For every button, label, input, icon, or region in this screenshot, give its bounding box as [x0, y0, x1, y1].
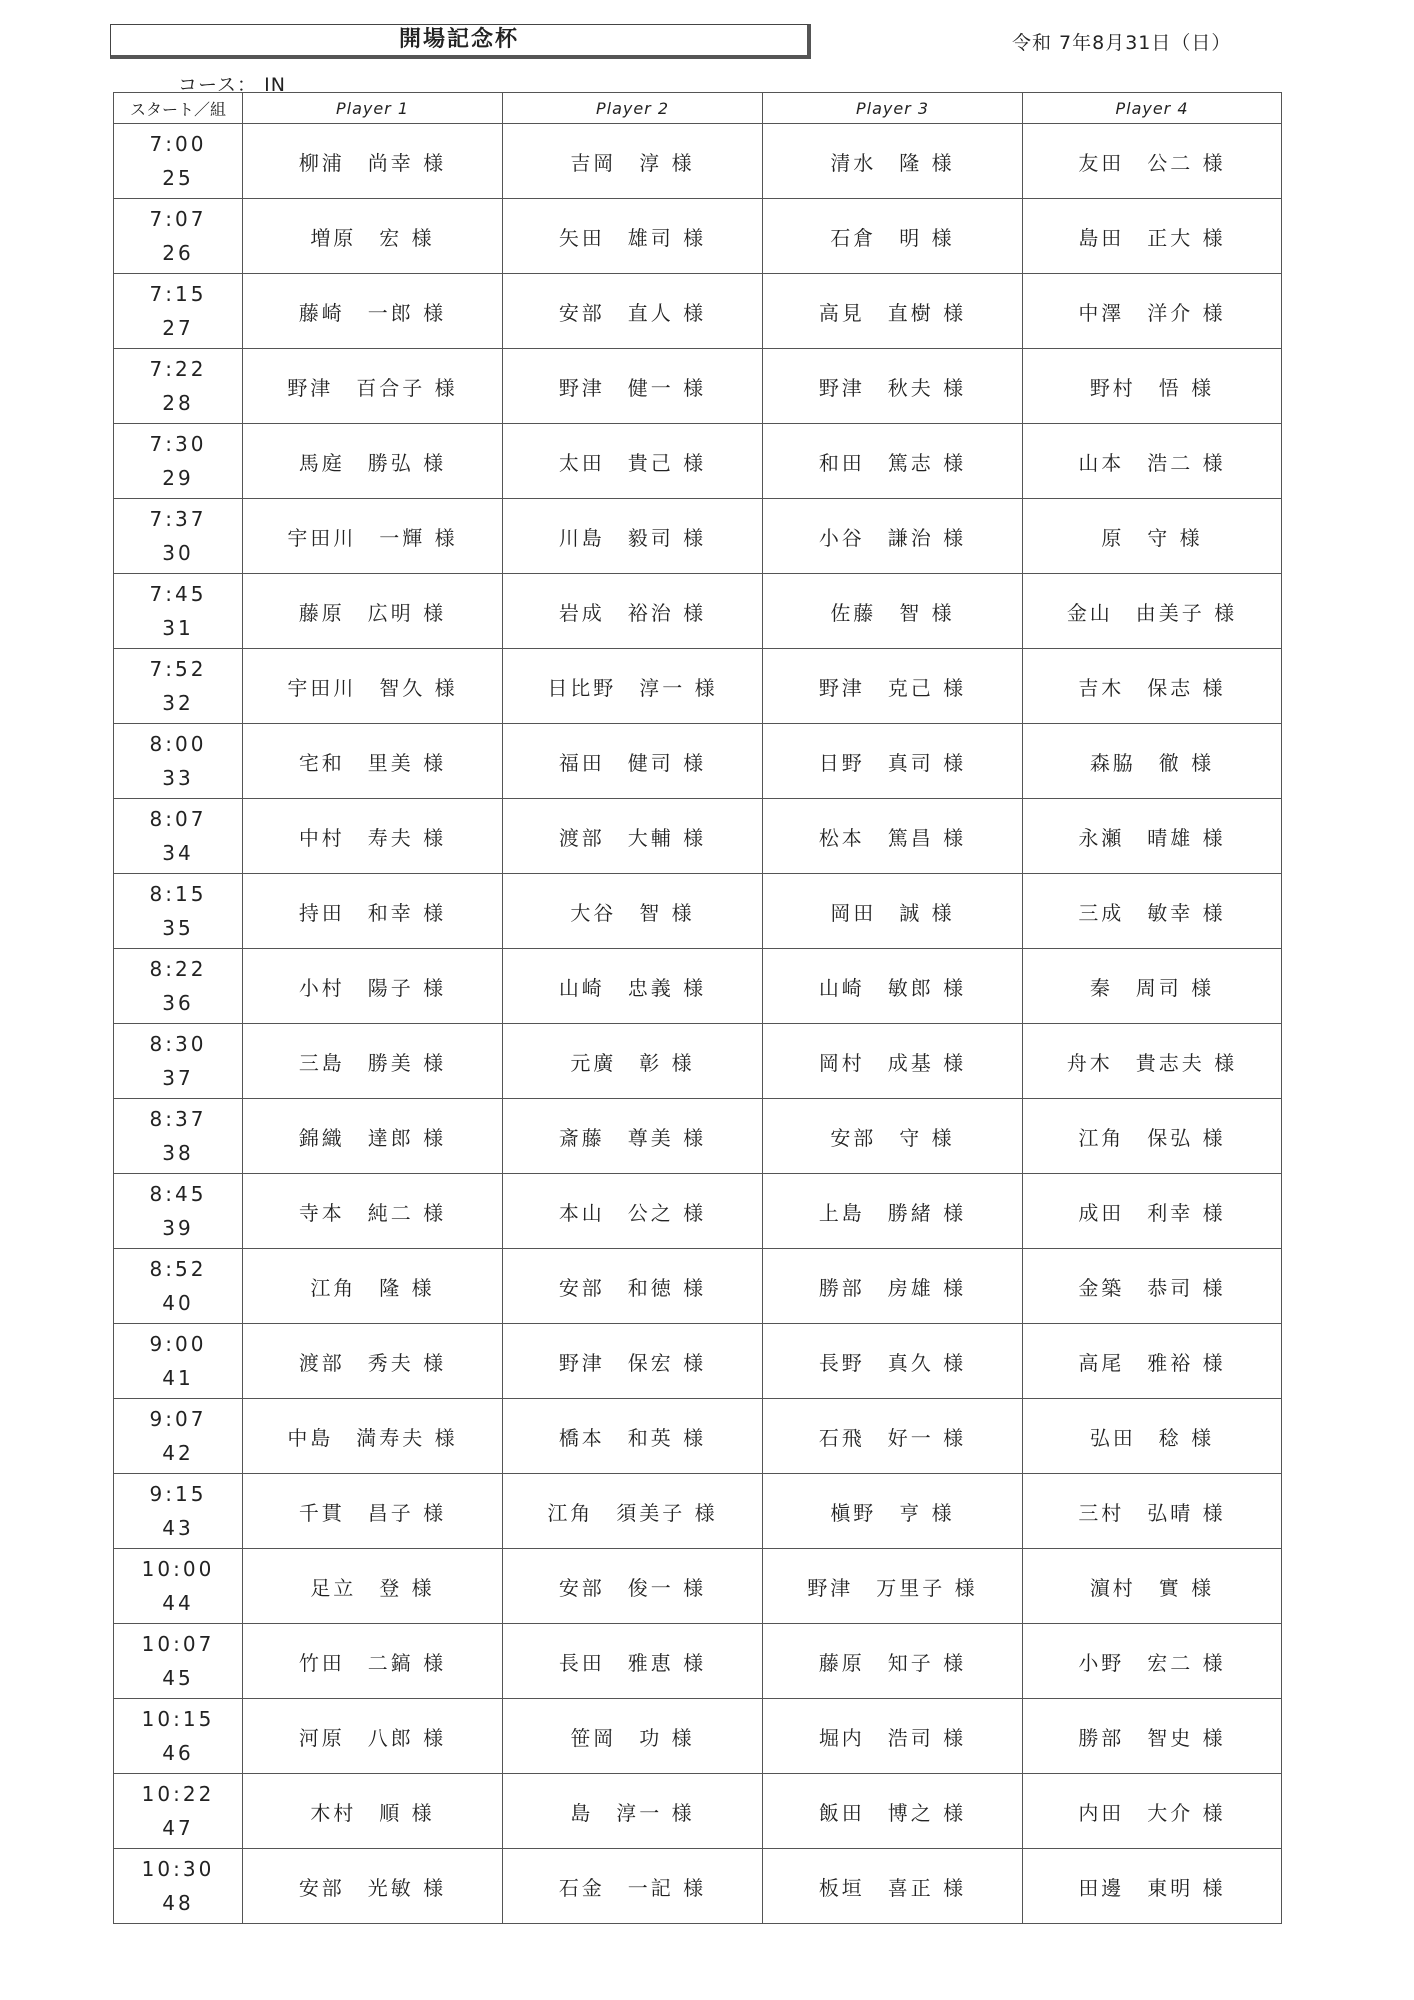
player-4-cell: 田邊 東明 様 — [1023, 1849, 1282, 1924]
group-number: 37 — [162, 1066, 194, 1090]
group-number: 30 — [162, 541, 194, 565]
player-3-cell: 安部 守 様 — [763, 1099, 1023, 1174]
player-2-cell: 斎藤 尊美 様 — [503, 1099, 763, 1174]
start-time: 7:30 — [149, 432, 207, 456]
player-1-cell: 安部 光敏 様 — [243, 1849, 503, 1924]
course-label: コース： IN — [178, 74, 286, 96]
player-1-cell: 藤崎 一郎 様 — [243, 274, 503, 349]
player-3-cell: 板垣 喜正 様 — [763, 1849, 1023, 1924]
player-3-cell: 藤原 知子 様 — [763, 1624, 1023, 1699]
player-1-cell: 足立 登 様 — [243, 1549, 503, 1624]
start-cell — [114, 274, 243, 349]
table-row — [114, 1324, 1282, 1399]
player-3-cell: 清水 隆 様 — [763, 124, 1023, 199]
column-header-player1: Player 1 — [243, 93, 503, 124]
player-1-cell: 三島 勝美 様 — [243, 1024, 503, 1099]
player-3-cell: 上島 勝緒 様 — [763, 1174, 1023, 1249]
player-1-cell: 馬庭 勝弘 様 — [243, 424, 503, 499]
player-3-cell: 山崎 敏郎 様 — [763, 949, 1023, 1024]
group-number: 41 — [162, 1366, 194, 1390]
start-time: 10:22 — [141, 1782, 215, 1806]
start-cell — [114, 1549, 243, 1624]
player-4-cell: 野村 悟 様 — [1023, 349, 1282, 424]
start-cell — [114, 1174, 243, 1249]
player-4-cell: 江角 保弘 様 — [1023, 1099, 1282, 1174]
table-row — [114, 799, 1282, 874]
table-row — [114, 1024, 1282, 1099]
player-1-cell: 竹田 二鎬 様 — [243, 1624, 503, 1699]
player-4-cell: 秦 周司 様 — [1023, 949, 1282, 1024]
group-number: 48 — [162, 1891, 194, 1915]
player-3-cell: 佐藤 智 様 — [763, 574, 1023, 649]
table-row — [114, 199, 1282, 274]
start-cell — [114, 1099, 243, 1174]
start-cell — [114, 649, 243, 724]
group-number: 29 — [162, 466, 194, 490]
start-cell — [114, 349, 243, 424]
player-3-cell: 石飛 好一 様 — [763, 1399, 1023, 1474]
player-1-cell: 宅和 里美 様 — [243, 724, 503, 799]
group-number: 46 — [162, 1741, 194, 1765]
player-2-cell: 笹岡 功 様 — [503, 1699, 763, 1774]
start-cell — [114, 1324, 243, 1399]
group-number: 34 — [162, 841, 194, 865]
start-cell — [114, 1474, 243, 1549]
player-2-cell: 安部 直人 様 — [503, 274, 763, 349]
player-2-cell: 石金 一記 様 — [503, 1849, 763, 1924]
player-3-cell: 勝部 房雄 様 — [763, 1249, 1023, 1324]
player-4-cell: 山本 浩二 様 — [1023, 424, 1282, 499]
table-row — [114, 424, 1282, 499]
player-2-cell: 安部 俊一 様 — [503, 1549, 763, 1624]
start-cell — [114, 1399, 243, 1474]
start-time: 8:30 — [149, 1032, 207, 1056]
player-3-cell: 日野 真司 様 — [763, 724, 1023, 799]
player-4-cell: 原 守 様 — [1023, 499, 1282, 574]
start-time: 7:00 — [149, 132, 207, 156]
player-4-cell: 金山 由美子 様 — [1023, 574, 1282, 649]
start-cell — [114, 499, 243, 574]
player-3-cell: 堀内 浩司 様 — [763, 1699, 1023, 1774]
group-number: 33 — [162, 766, 194, 790]
group-number: 27 — [162, 316, 194, 340]
start-time: 8:07 — [149, 807, 207, 831]
start-cell — [114, 1849, 243, 1924]
start-cell — [114, 1624, 243, 1699]
player-3-cell: 野津 秋夫 様 — [763, 349, 1023, 424]
start-cell — [114, 1699, 243, 1774]
player-1-cell: 藤原 広明 様 — [243, 574, 503, 649]
start-time: 9:07 — [149, 1407, 207, 1431]
event-date: 令和 7年8月31日（日） — [1012, 32, 1232, 54]
player-1-cell: 河原 八郎 様 — [243, 1699, 503, 1774]
table-row — [114, 1699, 1282, 1774]
player-3-cell: 松本 篤昌 様 — [763, 799, 1023, 874]
player-3-cell: 和田 篤志 様 — [763, 424, 1023, 499]
table-header-row — [114, 93, 1282, 124]
player-2-cell: 江角 須美子 様 — [503, 1474, 763, 1549]
player-2-cell: 本山 公之 様 — [503, 1174, 763, 1249]
start-time: 7:15 — [149, 282, 207, 306]
player-2-cell: 橋本 和英 様 — [503, 1399, 763, 1474]
group-number: 26 — [162, 241, 194, 265]
player-3-cell: 岡村 成基 様 — [763, 1024, 1023, 1099]
start-time: 8:52 — [149, 1257, 207, 1281]
column-header-player4: Player 4 — [1023, 93, 1282, 124]
table-row — [114, 124, 1282, 199]
player-1-cell: 中島 満寿夫 様 — [243, 1399, 503, 1474]
player-2-cell: 岩成 裕治 様 — [503, 574, 763, 649]
group-number: 38 — [162, 1141, 194, 1165]
group-number: 28 — [162, 391, 194, 415]
column-header-player3: Player 3 — [763, 93, 1023, 124]
start-time: 7:45 — [149, 582, 207, 606]
player-2-cell: 島 淳一 様 — [503, 1774, 763, 1849]
group-number: 43 — [162, 1516, 194, 1540]
player-4-cell: 弘田 稔 様 — [1023, 1399, 1282, 1474]
player-1-cell: 錦織 達郎 様 — [243, 1099, 503, 1174]
player-4-cell: 三成 敏幸 様 — [1023, 874, 1282, 949]
player-2-cell: 川島 毅司 様 — [503, 499, 763, 574]
start-time: 9:00 — [149, 1332, 207, 1356]
table-row — [114, 349, 1282, 424]
table-row — [114, 1474, 1282, 1549]
group-number: 35 — [162, 916, 194, 940]
group-number: 36 — [162, 991, 194, 1015]
player-4-cell: 森脇 徹 様 — [1023, 724, 1282, 799]
table-row — [114, 1099, 1282, 1174]
start-cell — [114, 724, 243, 799]
player-4-cell: 勝部 智史 様 — [1023, 1699, 1282, 1774]
table-row — [114, 499, 1282, 574]
start-cell — [114, 424, 243, 499]
table-row — [114, 874, 1282, 949]
player-4-cell: 三村 弘晴 様 — [1023, 1474, 1282, 1549]
column-header-player2: Player 2 — [503, 93, 763, 124]
start-time: 8:00 — [149, 732, 207, 756]
group-number: 42 — [162, 1441, 194, 1465]
player-3-cell: 長野 真久 様 — [763, 1324, 1023, 1399]
player-1-cell: 宇田川 一輝 様 — [243, 499, 503, 574]
player-4-cell: 永瀬 晴雄 様 — [1023, 799, 1282, 874]
group-number: 45 — [162, 1666, 194, 1690]
start-cell — [114, 199, 243, 274]
player-2-cell: 元廣 彰 様 — [503, 1024, 763, 1099]
table-row — [114, 724, 1282, 799]
player-1-cell: 小村 陽子 様 — [243, 949, 503, 1024]
start-time: 7:37 — [149, 507, 207, 531]
player-2-cell: 吉岡 淳 様 — [503, 124, 763, 199]
table-row — [114, 1774, 1282, 1849]
group-number: 40 — [162, 1291, 194, 1315]
group-number: 44 — [162, 1591, 194, 1615]
start-time: 7:07 — [149, 207, 207, 231]
player-2-cell: 安部 和徳 様 — [503, 1249, 763, 1324]
player-3-cell: 小谷 謙治 様 — [763, 499, 1023, 574]
group-number: 25 — [162, 166, 194, 190]
player-1-cell: 中村 寿夫 様 — [243, 799, 503, 874]
player-2-cell: 矢田 雄司 様 — [503, 199, 763, 274]
start-cell — [114, 574, 243, 649]
table-row — [114, 949, 1282, 1024]
start-cell — [114, 1249, 243, 1324]
player-1-cell: 千貫 昌子 様 — [243, 1474, 503, 1549]
start-time: 8:22 — [149, 957, 207, 981]
player-3-cell: 岡田 誠 様 — [763, 874, 1023, 949]
player-4-cell: 舟木 貴志夫 様 — [1023, 1024, 1282, 1099]
player-2-cell: 野津 保宏 様 — [503, 1324, 763, 1399]
player-2-cell: 太田 貴己 様 — [503, 424, 763, 499]
player-4-cell: 吉木 保志 様 — [1023, 649, 1282, 724]
player-3-cell: 槇野 亨 様 — [763, 1474, 1023, 1549]
player-4-cell: 友田 公二 様 — [1023, 124, 1282, 199]
player-3-cell: 野津 克己 様 — [763, 649, 1023, 724]
start-cell — [114, 799, 243, 874]
player-2-cell: 福田 健司 様 — [503, 724, 763, 799]
start-time: 10:00 — [141, 1557, 215, 1581]
start-cell — [114, 1024, 243, 1099]
start-time: 10:30 — [141, 1857, 215, 1881]
player-3-cell: 野津 万里子 様 — [763, 1549, 1023, 1624]
player-2-cell: 渡部 大輔 様 — [503, 799, 763, 874]
player-1-cell: 渡部 秀夫 様 — [243, 1324, 503, 1399]
player-4-cell: 島田 正大 様 — [1023, 199, 1282, 274]
column-header-start: スタート／組 — [114, 93, 243, 124]
player-4-cell: 成田 利幸 様 — [1023, 1174, 1282, 1249]
player-3-cell: 石倉 明 様 — [763, 199, 1023, 274]
start-time: 8:37 — [149, 1107, 207, 1131]
player-2-cell: 長田 雅恵 様 — [503, 1624, 763, 1699]
player-4-cell: 金築 恭司 様 — [1023, 1249, 1282, 1324]
player-1-cell: 江角 隆 様 — [243, 1249, 503, 1324]
player-4-cell: 小野 宏二 様 — [1023, 1624, 1282, 1699]
start-time: 10:07 — [141, 1632, 215, 1656]
page-title: 開場記念杯 — [110, 24, 811, 59]
player-2-cell: 大谷 智 様 — [503, 874, 763, 949]
player-1-cell: 寺本 純二 様 — [243, 1174, 503, 1249]
table-row — [114, 649, 1282, 724]
start-time: 8:15 — [149, 882, 207, 906]
group-number: 47 — [162, 1816, 194, 1840]
player-2-cell: 山崎 忠義 様 — [503, 949, 763, 1024]
start-time: 7:22 — [149, 357, 207, 381]
player-4-cell: 高尾 雅裕 様 — [1023, 1324, 1282, 1399]
player-2-cell: 野津 健一 様 — [503, 349, 763, 424]
player-3-cell: 高見 直樹 様 — [763, 274, 1023, 349]
player-3-cell: 飯田 博之 様 — [763, 1774, 1023, 1849]
group-number: 32 — [162, 691, 194, 715]
player-1-cell: 柳浦 尚幸 様 — [243, 124, 503, 199]
start-cell — [114, 949, 243, 1024]
group-number: 31 — [162, 616, 194, 640]
table-row — [114, 574, 1282, 649]
table-row — [114, 1399, 1282, 1474]
player-1-cell: 野津 百合子 様 — [243, 349, 503, 424]
player-4-cell: 中澤 洋介 様 — [1023, 274, 1282, 349]
start-time: 7:52 — [149, 657, 207, 681]
player-1-cell: 木村 順 様 — [243, 1774, 503, 1849]
start-cell — [114, 1774, 243, 1849]
table-row — [114, 1249, 1282, 1324]
table-row — [114, 1849, 1282, 1924]
table-row — [114, 1549, 1282, 1624]
player-2-cell: 日比野 淳一 様 — [503, 649, 763, 724]
table-row — [114, 1624, 1282, 1699]
table-row — [114, 1174, 1282, 1249]
player-4-cell: 濵村 實 様 — [1023, 1549, 1282, 1624]
player-1-cell: 持田 和幸 様 — [243, 874, 503, 949]
start-cell — [114, 124, 243, 199]
player-4-cell: 内田 大介 様 — [1023, 1774, 1282, 1849]
player-1-cell: 増原 宏 様 — [243, 199, 503, 274]
tee-time-table — [113, 92, 1282, 1924]
player-1-cell: 宇田川 智久 様 — [243, 649, 503, 724]
start-cell — [114, 874, 243, 949]
table-row — [114, 274, 1282, 349]
start-time: 10:15 — [141, 1707, 215, 1731]
start-time: 9:15 — [149, 1482, 207, 1506]
group-number: 39 — [162, 1216, 194, 1240]
start-time: 8:45 — [149, 1182, 207, 1206]
